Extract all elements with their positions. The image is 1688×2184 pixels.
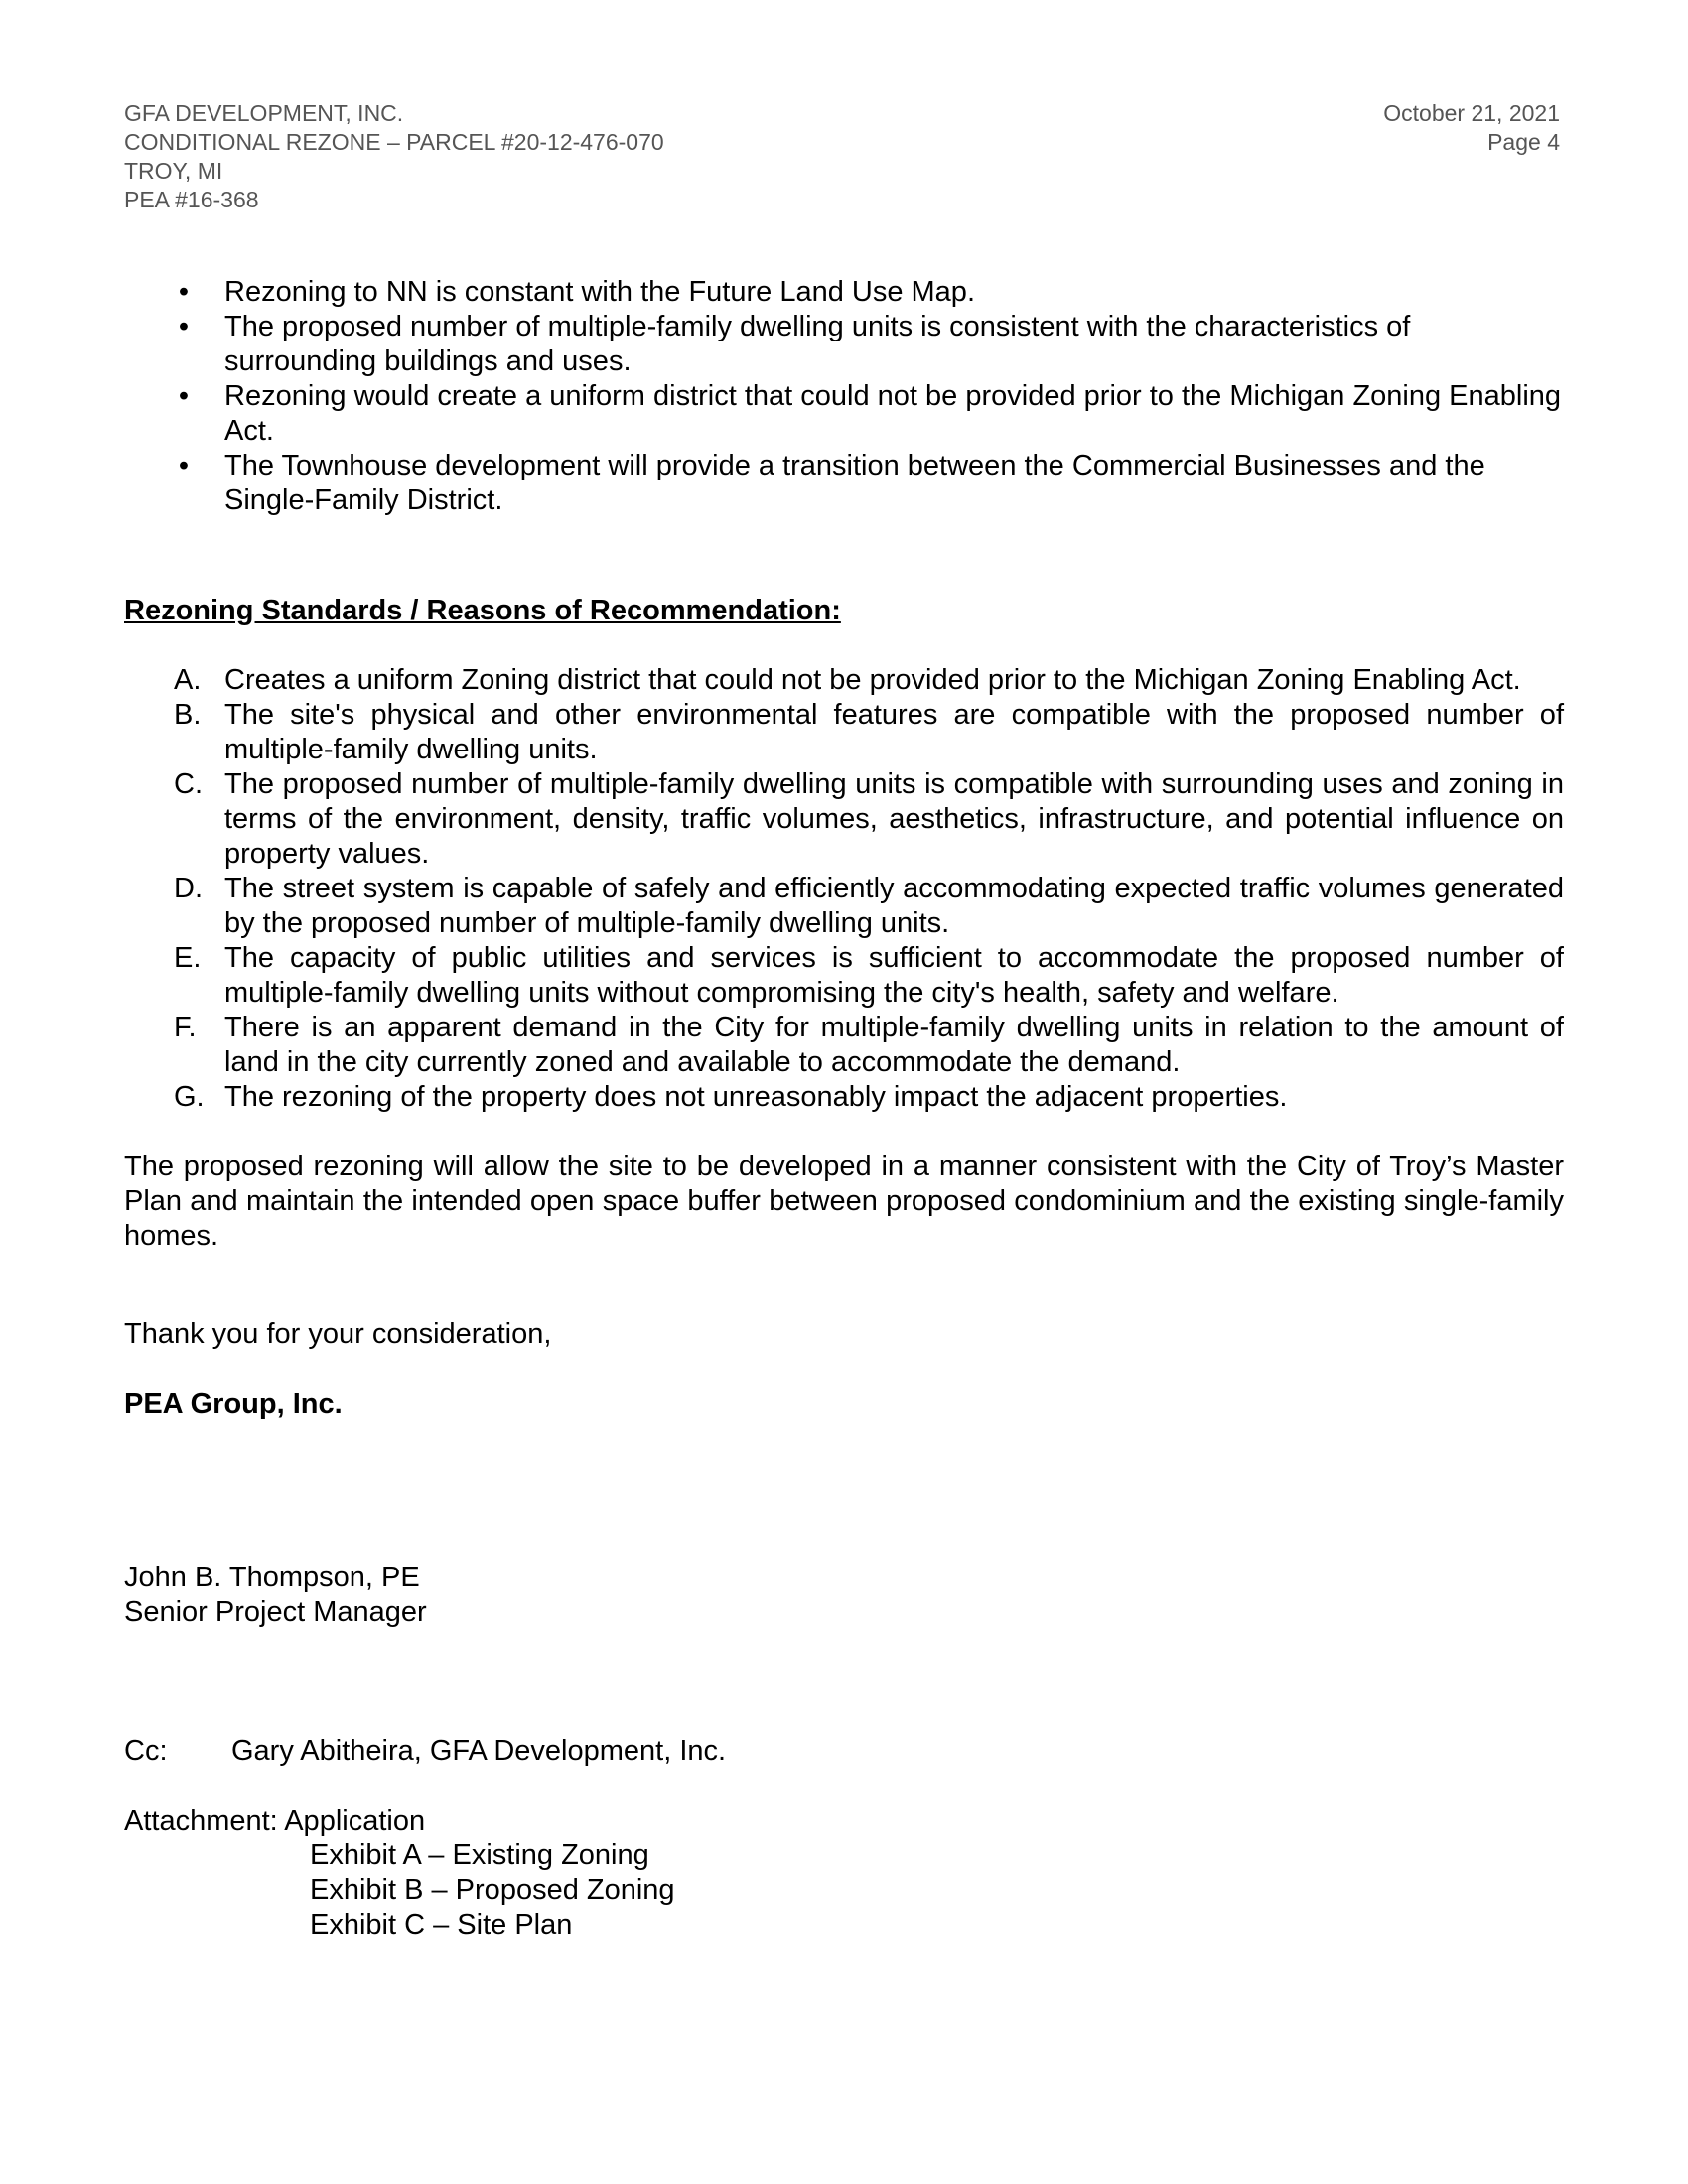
bullet-text: Rezoning to NN is constant with the Future Land Use Map. [224,276,975,308]
attachment-item: Exhibit B – Proposed Zoning [310,1874,675,1906]
company-name: PEA Group, Inc. [124,1388,343,1420]
signer-title: Senior Project Manager [124,1596,427,1628]
list-item [124,767,1564,872]
attachment-list [310,1839,675,1943]
header-subject: CONDITIONAL REZONE – PARCEL #20-12-476-070 [124,129,664,155]
list-letter: D. [174,873,203,904]
attachment-line [124,1804,425,1839]
list-letter: G. [174,1081,205,1113]
list-item [124,698,1564,767]
bullet-marker: • [178,450,190,481]
header-right [1383,99,1560,157]
cc-label: Cc: [124,1735,168,1767]
signer-name: John B. Thompson, PE [124,1562,420,1593]
bullet-text: The Townhouse development will provide a transition between the Commercial Businesses and the Single-Family District. [224,450,1485,516]
bullet-text: The proposed number of multiple-family dwelling units is consistent with the characteristics of surrounding buildings and uses. [224,311,1411,377]
standards-list [124,663,1564,1254]
list-letter: B. [174,699,202,731]
cc-recipient: Gary Abitheira, GFA Development, Inc. [231,1735,727,1767]
list-item [124,449,1569,518]
header-date: October 21, 2021 [1383,100,1560,126]
bullet-marker: • [178,311,190,342]
bullet-text: Rezoning would create a uniform district that could not be provided prior to the Michigan Zoning Enabling Act. [224,380,1562,447]
summary-paragraph: The proposed rezoning will allow the site to be developed in a manner consistent with the City of Troy’s Master Plan and maintain the intended open space buffer between proposed condominium and the existing single-family homes. [124,1151,1564,1252]
attachment-label: Attachment: [124,1805,278,1837]
standard-text: The proposed number of multiple-family dwelling units is compatible with surrounding uses and zoning in terms of the environment, density, traffic volumes, aesthetics, infrastructure, and potential influence on property values. [224,768,1564,870]
attachment-item: Exhibit A – Existing Zoning [310,1840,649,1871]
list-item [124,379,1569,449]
attachment-item: Exhibit C – Site Plan [310,1909,573,1941]
attachment-first: Application [284,1805,426,1837]
list-letter: E. [174,942,202,974]
header-project-number: PEA #16-368 [124,187,259,212]
list-letter: A. [174,664,202,696]
signature-block [124,1561,427,1630]
list-item [124,872,1564,941]
bullet-marker: • [178,276,190,308]
list-item [124,310,1569,379]
closing-line: Thank you for your consideration, [124,1318,552,1350]
header-left [124,99,664,214]
list-item [124,663,1564,698]
section-heading: Rezoning Standards / Reasons of Recommendation: [124,595,841,626]
list-item [124,275,1569,310]
standard-text: The capacity of public utilities and services is sufficient to accommodate the proposed number of multiple-family dwelling units without compromising the city's health, safety and welfare. [224,942,1564,1009]
list-letter: C. [174,768,203,800]
header-company: GFA DEVELOPMENT, INC. [124,100,404,126]
header-page-number: Page 4 [1487,129,1560,155]
standard-text: The street system is capable of safely and efficiently accommodating expected traffic volumes generated by the proposed number of multiple-family dwelling units. [224,873,1564,939]
standard-text: Creates a uniform Zoning district that could not be provided prior to the Michigan Zoning Enabling Act. [224,664,1521,696]
list-letter: F. [174,1012,197,1043]
list-item [124,1080,1564,1115]
header-location: TROY, MI [124,158,223,184]
list-item [124,1011,1564,1080]
bullet-list [124,275,1569,518]
cc-line [124,1734,726,1769]
bullet-marker: • [178,380,190,412]
standard-text: The site's physical and other environmental features are compatible with the proposed number of multiple-family dwelling units. [224,699,1564,765]
standard-text: The rezoning of the property does not unreasonably impact the adjacent properties. [224,1081,1288,1113]
spacer [124,1115,1564,1150]
list-item [124,941,1564,1011]
standard-text: There is an apparent demand in the City for multiple-family dwelling units in relation to the amount of land in the city currently zoned and available to accommodate the demand. [224,1012,1564,1078]
